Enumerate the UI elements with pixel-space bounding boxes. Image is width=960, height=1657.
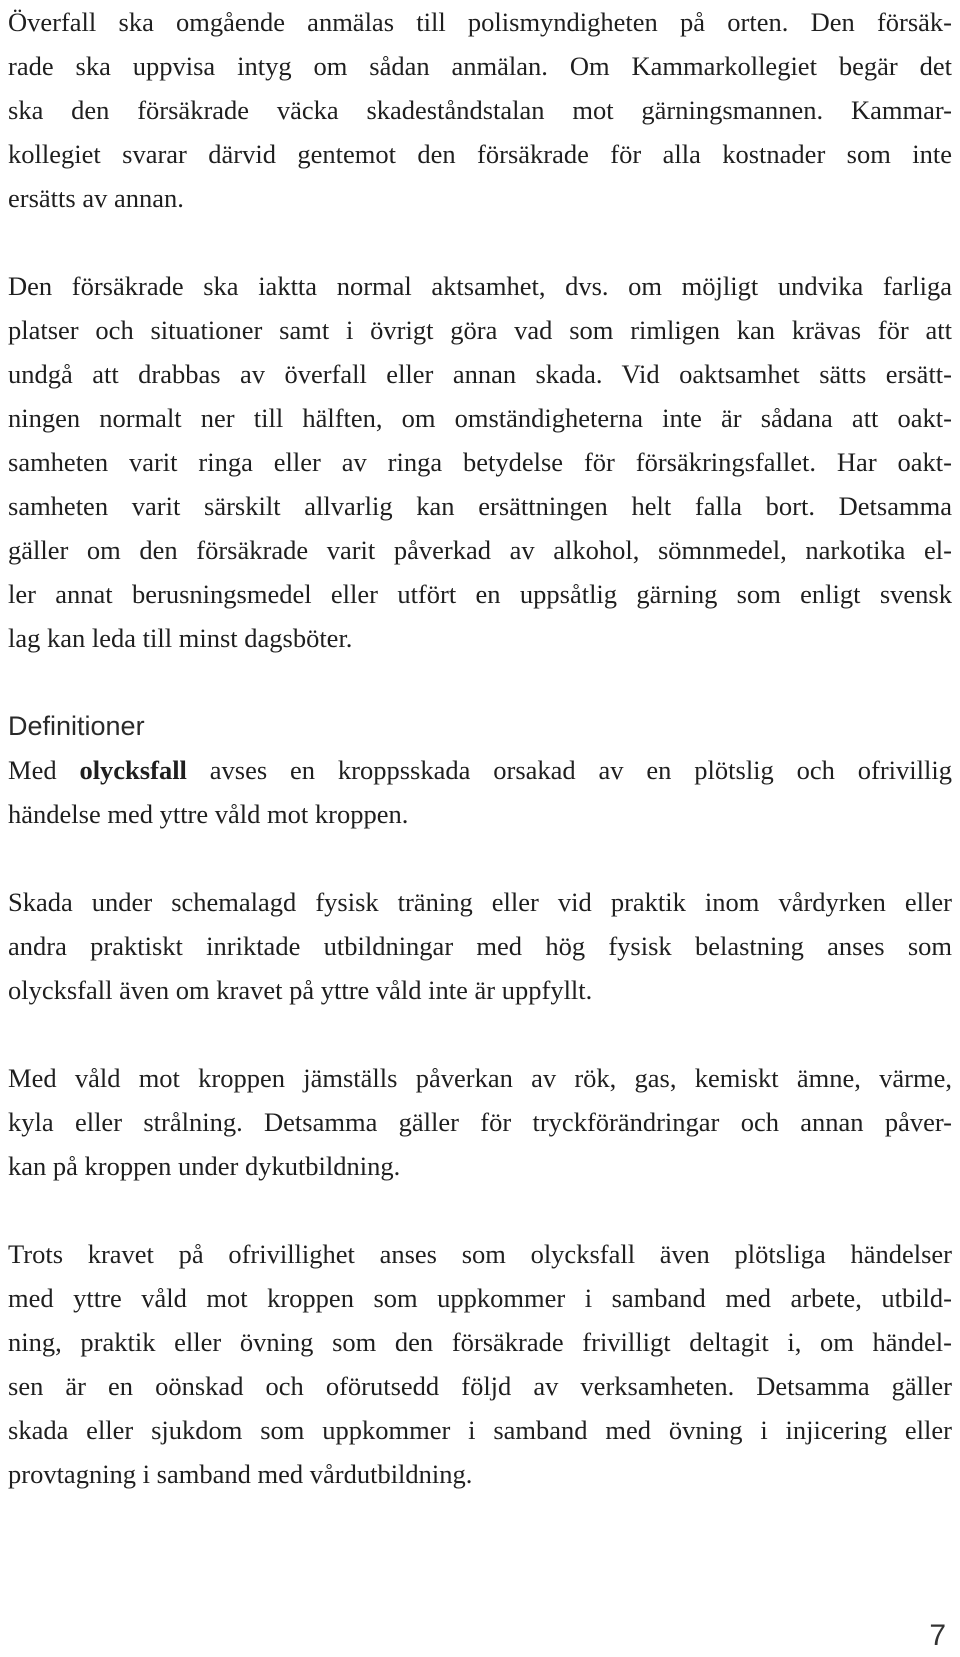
text-line: sen är en oönskad och oförutsedd följd av verksamheten. Detsamma gäller <box>8 1371 952 1401</box>
text-line: platser och situationer samt i övrigt göra vad som rimligen kan krävas för att <box>8 315 952 345</box>
text-line: gäller om den försäkrade varit påverkad av alkohol, sömnmedel, narkotika el- <box>8 535 952 565</box>
text-line: Den försäkrade ska iaktta normal aktsamhet, dvs. om möjligt undvika farliga <box>8 271 952 301</box>
text-line: Trots kravet på ofrivillighet anses som olycksfall även plötsliga händelser <box>8 1239 952 1269</box>
text-line: rade ska uppvisa intyg om sådan anmälan. Om Kammarkollegiet begär det <box>8 51 952 81</box>
text-line: Skada under schemalagd fysisk träning eller vid praktik inom vårdyrken eller <box>8 887 952 917</box>
text-line: ska den försäkrade väcka skadeståndstalan mot gärningsmannen. Kammar- <box>8 95 952 125</box>
section-heading-definitions: Definitioner <box>8 711 145 741</box>
text-line: händelse med yttre våld mot kroppen. <box>8 799 409 829</box>
paragraph-voluntary-activities <box>8 1232 952 1496</box>
paragraph-due-care <box>8 264 952 660</box>
text-line: Med våld mot kroppen jämställs påverkan av rök, gas, kemiskt ämne, värme, <box>8 1063 952 1093</box>
page-number: 7 <box>929 1619 946 1652</box>
text-line: med yttre våld mot kroppen som uppkommer i samband med arbete, utbild- <box>8 1283 952 1313</box>
text-line: samheten varit ringa eller av ringa betydelse för försäkringsfallet. Har oakt- <box>8 447 952 477</box>
text-line: ersätts av annan. <box>8 183 184 213</box>
text-line: kyla eller strålning. Detsamma gäller för tryckförändringar och annan påver- <box>8 1107 952 1137</box>
document-page <box>8 0 952 1496</box>
text-line <box>8 748 952 792</box>
paragraph-training-injury <box>8 880 952 1012</box>
paragraph-assault-reporting <box>8 0 952 220</box>
text-line: olycksfall även om kravet på yttre våld inte är uppfyllt. <box>8 975 593 1005</box>
text-line: provtagning i samband med vårdutbildning. <box>8 1459 473 1489</box>
text-line: samheten varit särskilt allvarlig kan ersättningen helt falla bort. Detsamma <box>8 491 952 521</box>
text-line: ler annat berusningsmedel eller utfört en uppsåtlig gärning som enligt svensk <box>8 579 952 609</box>
text-line: kan på kroppen under dykutbildning. <box>8 1151 401 1181</box>
paragraph-equivalent-violence <box>8 1056 952 1188</box>
text-fragment: avses en kroppsskada orsakad av en plötslig och ofrivillig <box>186 755 952 785</box>
paragraph-accident-definition <box>8 748 952 836</box>
text-line: lag kan leda till minst dagsböter. <box>8 623 353 653</box>
text-line: ning, praktik eller övning som den försäkrade frivilligt deltagit i, om händel- <box>8 1327 952 1357</box>
text-line: kollegiet svarar därvid gentemot den försäkrade för alla kostnader som inte <box>8 139 952 169</box>
text-fragment: Med <box>8 755 80 785</box>
text-line: undgå att drabbas av överfall eller annan skada. Vid oaktsamhet sätts ersätt- <box>8 359 952 389</box>
text-line: andra praktiskt inriktade utbildningar med hög fysisk belastning anses som <box>8 931 952 961</box>
text-line: Överfall ska omgående anmälas till polismyndigheten på orten. Den försäk- <box>8 7 952 37</box>
text-line: skada eller sjukdom som uppkommer i samband med övning i injicering eller <box>8 1415 952 1445</box>
text-line: ningen normalt ner till hälften, om omständigheterna inte är sådana att oakt- <box>8 403 952 433</box>
defined-term: olycksfall <box>79 755 187 785</box>
